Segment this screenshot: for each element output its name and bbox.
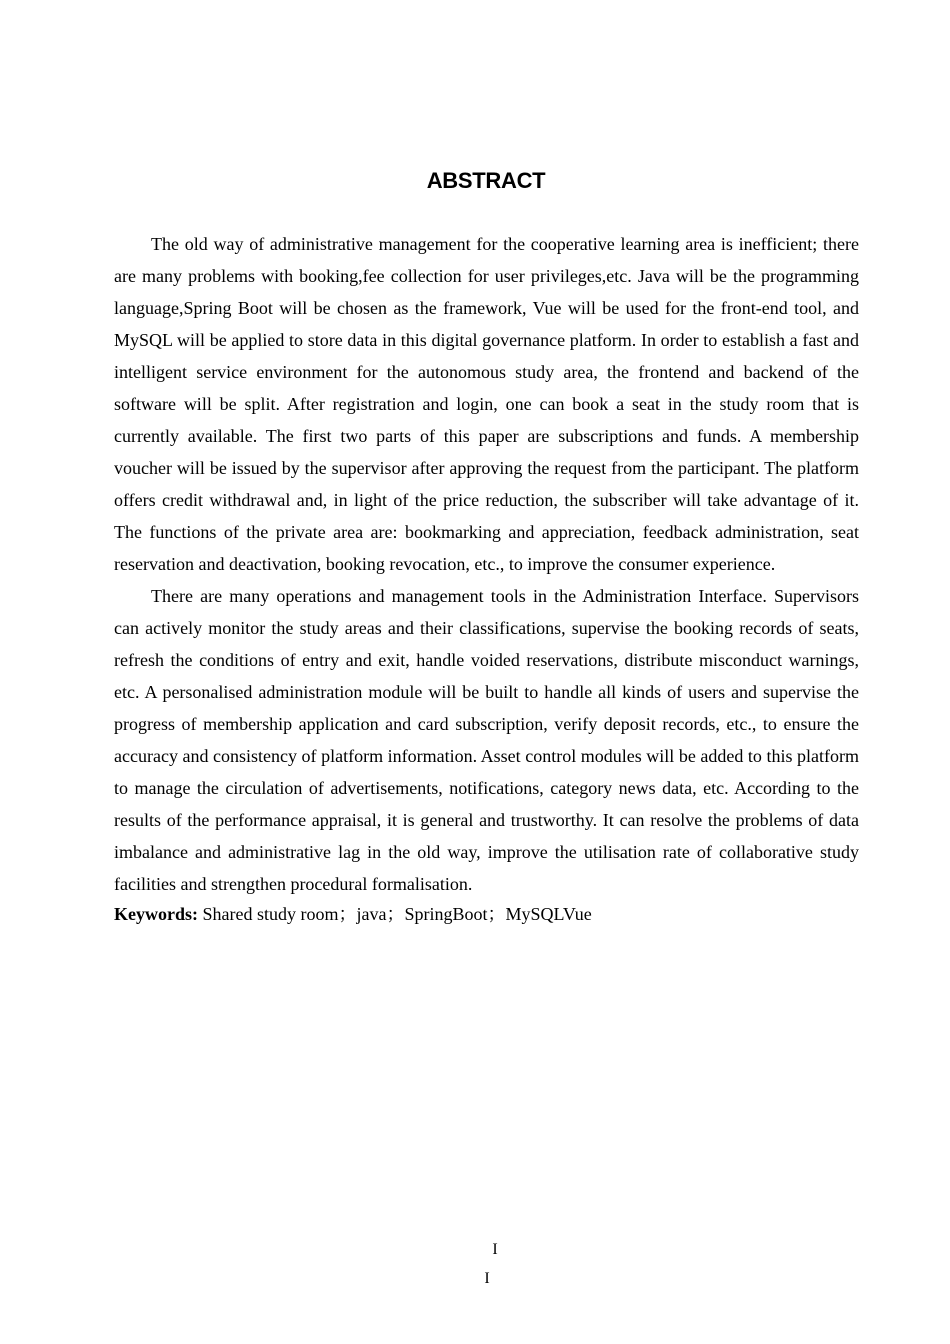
- abstract-paragraph-2: There are many operations and management tools in the Administration Interface. Supervisors can actively monitor the study areas and their classifications, supervise the booking records of seats, refresh the conditions of entry and exit, handle voided reservations, distribute misconduct warnings, etc. A personalised administration module will be built to handle all kinds of users and supervise the progress of membership application and card subscription, verify deposit records, etc., to ensure the accuracy and consistency of platform information. Asset control modules will be added to this platform to manage the circulation of advertisements, notifications, category news data, etc. According to the results of the performance appraisal, it is general and trustworthy. It can resolve the problems of data imbalance and administrative lag in the old way, improve the utilisation rate of collaborative study facilities and strengthen procedural formalisation.: [114, 586, 859, 894]
- keywords-text: Shared study room；java；SpringBoot；MySQLVue: [198, 904, 592, 924]
- page-number-top: I: [492, 1241, 498, 1258]
- abstract-paragraph-1: The old way of administrative management for the cooperative learning area is inefficient; there are many problems with booking,fee collection for user privileges,etc. Java will be the programming language,Spring Boot will be chosen as the framework, Vue will be used for the front-end tool, and MySQL will be applied to store data in this digital governance platform. In order to establish a fast and intelligent service environment for the autonomous study area, the frontend and backend of the software will be split. After registration and login, one can book a seat in the study room that is currently available. The first two parts of this paper are subscriptions and funds. A membership voucher will be issued by the supervisor after approving the request from the participant. The platform offers credit withdrawal and, in light of the price reduction, the subscriber will take advantage of it. The functions of the private area are: bookmarking and appreciation, feedback administration, seat reservation and deactivation, booking revocation, etc., to improve the consumer experience.: [114, 234, 859, 574]
- page-number-bottom: I: [484, 1270, 490, 1287]
- abstract-title: ABSTRACT: [426, 168, 546, 193]
- keywords-line: [114, 900, 859, 928]
- keywords-label: Keywords:: [114, 904, 198, 924]
- abstract-body: [114, 228, 859, 928]
